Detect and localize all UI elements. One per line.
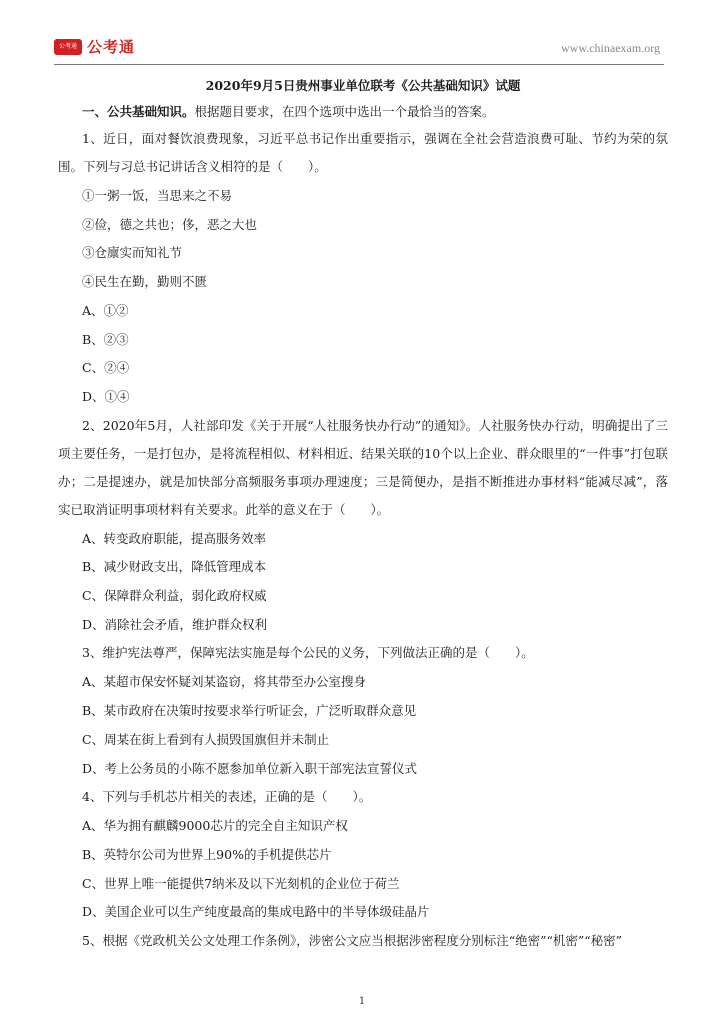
option-b: B、英特尔公司为世界上90%的手机提供芯片 (82, 846, 332, 862)
option-d: D、①④ (82, 388, 130, 404)
question-text: 5、根据《党政机关公文处理工作条例》，涉密公文应当根据涉密程度分别标注“绝密”“机密”“秘密” (82, 933, 623, 949)
site-url[interactable]: www.chinaexam.org (561, 41, 660, 55)
document-title: 2020年9月5日贵州事业单位联考《公共基础知识》试题 (205, 78, 521, 93)
option-c: C、②④ (82, 360, 130, 376)
section-heading (58, 102, 668, 122)
section-instruction: 根据题目要求，在四个选项中选出一个最恰当的答案。 (194, 104, 495, 119)
option-b: B、某市政府在决策时按要求举行听证会，广泛听取群众意见 (82, 703, 417, 719)
page-header (54, 36, 664, 62)
logo-badge: 公考通 (54, 39, 82, 55)
question-text: 3、维护宪法尊严，保障宪法实施是每个公民的义务，下列做法正确的是（ ）。 (82, 645, 534, 661)
statement-item: ②俭，德之共也；侈，恶之大也 (82, 216, 258, 232)
question-text: 1、近日，面对餐饮浪费现象，习近平总书记作出重要指示，强调在全社会营造浪费可耻、节约为荣的氛围。下列与习总书记讲话含义相符的是（ ）。 (58, 131, 668, 174)
option-a: A、某超市保安怀疑刘某盗窃，将其带至办公室搜身 (82, 674, 367, 690)
question-text: 4、下列与手机芯片相关的表述，正确的是（ ）。 (82, 789, 372, 805)
option-b: B、②③ (82, 331, 129, 347)
statement-item: ③仓廪实而知礼节 (82, 245, 183, 261)
option-c: C、世界上唯一能提供7纳米及以下光刻机的企业位于荷兰 (82, 875, 400, 891)
option-d: D、美国企业可以生产纯度最高的集成电路中的半导体级硅晶片 (82, 904, 430, 920)
option-a: A、华为拥有麒麟9000芯片的完全自主知识产权 (82, 818, 348, 834)
question-4 (58, 783, 668, 927)
header-divider (54, 64, 664, 65)
statement-item: ①一粥一饭，当思来之不易 (82, 188, 233, 203)
option-d: D、消除社会矛盾，维护群众权利 (82, 616, 268, 632)
option-a: A、转变政府职能，提高服务效率 (82, 530, 267, 546)
option-d: D、考上公务员的小陈不愿参加单位新入职干部宪法宣誓仪式 (82, 760, 418, 776)
section-title: 一、公共基础知识。 (82, 104, 195, 119)
page-number: 1 (358, 996, 366, 1007)
option-c: C、保障群众利益，弱化政府权威 (82, 588, 267, 604)
question-text: 2、2020年5月，人社部印发《关于开展“人社服务快办行动”的通知》。人社服务快办行动，明确提出了三项主要任务，一是打包办，是将流程相似、材料相近、结果关联的10个以上企业、群众眼里的“一件事”打包联办；二是提速办，就是加快部分高频服务事项办理速度；三是简便办，是指不断推进办事材料“能减尽减”，落实已取消证明事项材料有关要求。此举的意义在于（ ）。 (58, 417, 668, 517)
statement-item: ④民生在勤，勤则不匮 (82, 274, 208, 290)
option-c: C、周某在街上看到有人损毁国旗但并未制止 (82, 731, 330, 747)
question-3 (58, 639, 668, 783)
brand-logo[interactable] (54, 36, 135, 57)
question-5 (58, 927, 668, 955)
logo-text: 公考通 (87, 38, 136, 56)
question-2 (58, 412, 668, 640)
document-body (58, 76, 668, 956)
question-1 (58, 125, 668, 412)
option-b: B、减少财政支出，降低管理成本 (82, 559, 267, 575)
option-a: A、①② (82, 302, 129, 318)
